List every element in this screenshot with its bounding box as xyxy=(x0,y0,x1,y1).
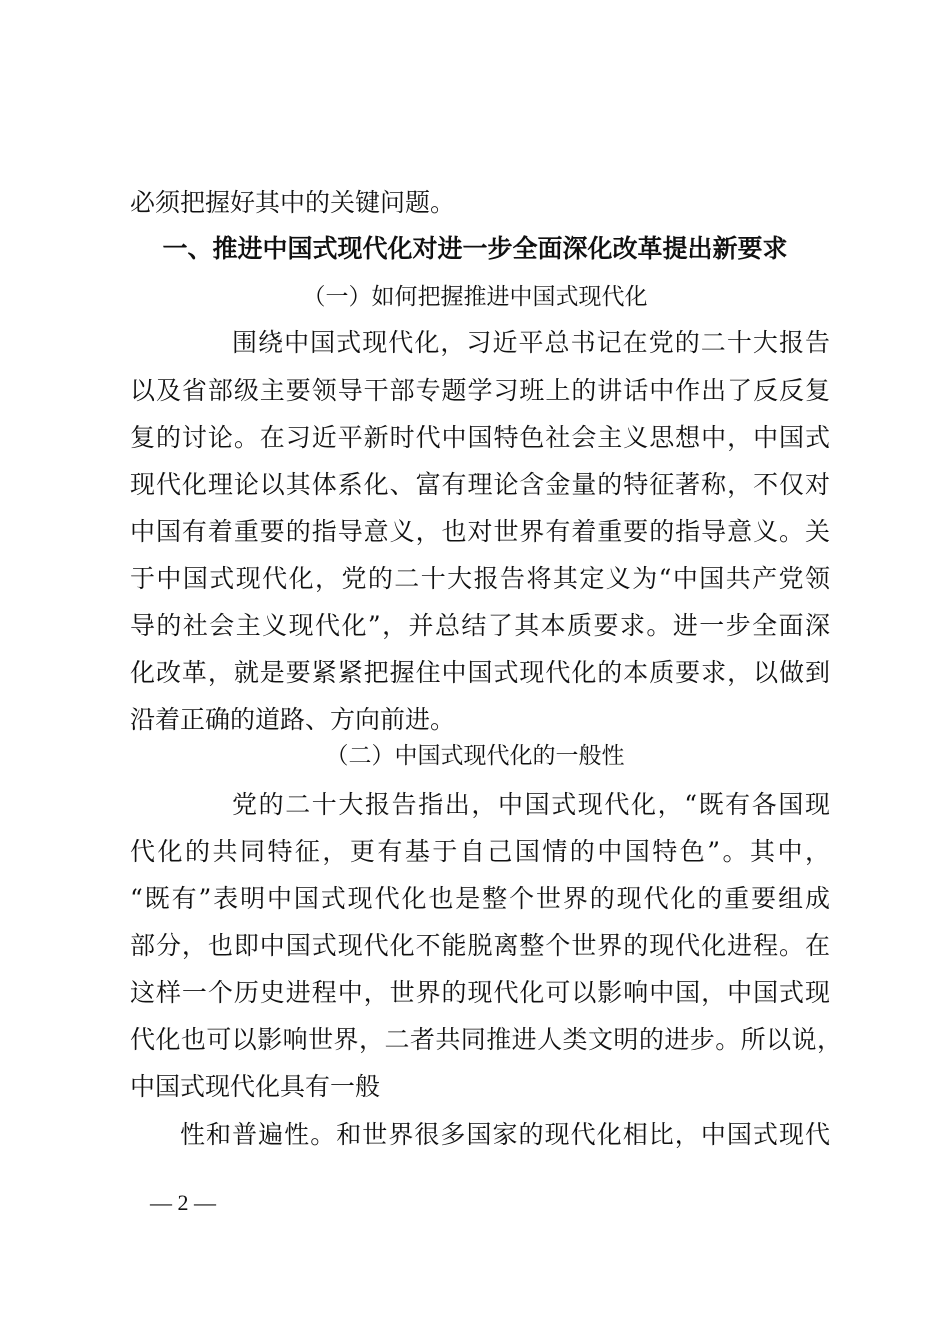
paragraph-line: 党的二十大报告指出，中国式现代化，“既有各国现 xyxy=(232,790,830,819)
subsection-heading-1: （一）如何把握推进中国式现代化 xyxy=(302,284,648,310)
paragraph-line: 代化也可以影响世界，二者共同推进人类文明的进步。所以说， xyxy=(130,1025,842,1054)
paragraph-line: 复的讨论。在习近平新时代中国特色社会主义思想中，中国式 xyxy=(130,423,830,452)
paragraph-line: 化改革，就是要紧紧把握住中国式现代化的本质要求，以做到 xyxy=(130,658,830,687)
paragraph-line: 必须把握好其中的关键问题。 xyxy=(130,188,456,217)
paragraph-line: “既有”表明中国式现代化也是整个世界的现代化的重要组成 xyxy=(130,884,830,913)
subsection-heading-2: （二）中国式现代化的一般性 xyxy=(325,743,625,769)
paragraph-line: 中国式现代化具有一般 xyxy=(130,1072,381,1101)
paragraph-line: 沿着正确的道路、方向前进。 xyxy=(130,705,456,734)
paragraph-line: 性和普遍性。和世界很多国家的现代化相比，中国式现代 xyxy=(180,1120,830,1149)
paragraph-line: 代化的共同特征，更有基于自己国情的中国特色”。其中， xyxy=(130,837,830,866)
paragraph-line: 以及省部级主要领导干部专题学习班上的讲话中作出了反反复 xyxy=(130,376,830,405)
page-number: — 2 — xyxy=(150,1190,216,1215)
section-heading-1: 一、推进中国式现代化对进一步全面深化改革提出新要求 xyxy=(162,234,788,263)
paragraph-line: 这样一个历史进程中，世界的现代化可以影响中国，中国式现 xyxy=(130,978,830,1007)
paragraph-line: 围绕中国式现代化，习近平总书记在党的二十大报告 xyxy=(232,328,830,357)
paragraph-line: 中国有着重要的指导意义，也对世界有着重要的指导意义。关 xyxy=(130,517,830,546)
paragraph-line: 部分，也即中国式现代化不能脱离整个世界的现代化进程。在 xyxy=(130,931,830,960)
paragraph-line: 于中国式现代化，党的二十大报告将其定义为“中国共产党领 xyxy=(130,564,830,593)
paragraph-line: 导的社会主义现代化”，并总结了其本质要求。进一步全面深 xyxy=(130,611,830,640)
paragraph-line: 现代化理论以其体系化、富有理论含金量的特征著称，不仅对 xyxy=(130,470,830,499)
